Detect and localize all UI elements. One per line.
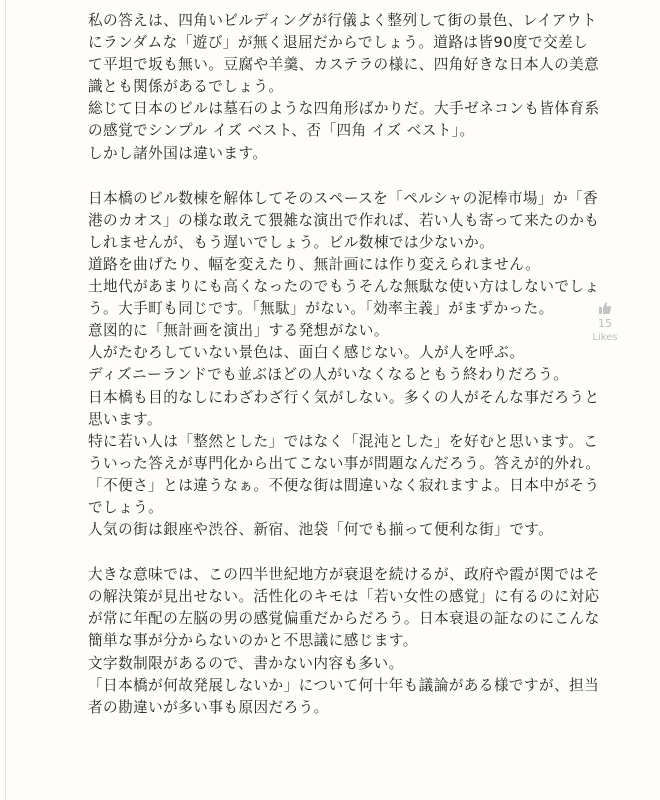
answer-line: 文字数制限があるので、書かない内容も多い。 (88, 654, 404, 672)
answer-line: しれませんが、もう遅いでしょう。ビル数棟では少ないか。 (88, 233, 495, 251)
paragraph-gap (88, 541, 588, 564)
answer-line: の感覚でシンプル イズ ベスト、否「四角 イズ ベスト」。 (88, 122, 475, 140)
answer-line: でしょう。 (88, 498, 164, 516)
answer-paragraph-3 (88, 564, 600, 719)
answer-line: 特に若い人は「整然とした」ではなく「混沌とした」を好むと思います。こ (88, 432, 599, 450)
answer-paragraph-2 (88, 188, 601, 542)
answer-line: 簡単な事が分からないのかと不思議に感じます。 (88, 632, 418, 650)
answer-line: しかし諸外国は違います。 (88, 144, 268, 162)
answer-line: 人気の街は銀座や渋谷、新宿、池袋「何でも揃って便利な街」です。 (88, 521, 554, 539)
answer-body (88, 10, 601, 719)
like-label: Likes (592, 332, 618, 343)
answer-line: 土地代があまりにも高くなったのでもうそんな無駄な使い方はしないでしょ (88, 278, 600, 296)
answer-line: 港のカオス」の様な敢えて猥雑な演出で作れば、若い人も寄って来たのかも (88, 211, 600, 229)
answer-line: 「不便さ」とは違うなぁ。不便な街は間違いなく寂れますよ。日本中がそう (88, 476, 600, 494)
answer-paragraph-1 (88, 10, 600, 165)
answer-line: 総じて日本のビルは墓石のような四角形ばかりだ。大手ゼネコンも皆体育系 (88, 100, 600, 118)
answer-line: にランダムな「遊び」が無く退屈だからでしょう。道路は皆90度で交差し (88, 34, 589, 52)
answer-line: 大きな意味では、この四半世紀地方が衰退を続けるが、政府や霞が関ではそ (88, 566, 600, 584)
answer-line: 日本橋も目的なしにわざわざ行く気がしない。多くの人がそんな事だろうと (88, 388, 600, 406)
answer-line: が常に年配の左脳の男の感覚偏重だからだろう。日本衰退の証なのにこんな (88, 610, 600, 628)
answer-line: 道路を曲げたり、幅を変えたり、無計画には作り変えられません。 (88, 255, 541, 273)
answer-line: 識とも関係があるでしょう。 (88, 78, 284, 96)
answer-line: 思います。 (88, 410, 163, 428)
like-count: 15 (598, 317, 612, 330)
left-border-rule (5, 0, 6, 800)
paragraph-gap (88, 165, 588, 188)
answer-line: 「日本橋が何故発展しないか」について何十年も議論がある様ですが、担当 (88, 676, 600, 694)
answer-line: ディズニーランドでも並ぶほどの人がいなくなるともう終わりだろう。 (88, 366, 569, 384)
answer-line: う。大手町も同じです。「無駄」がない。「効率主義」がまずかった。 (88, 300, 554, 318)
answer-line: 人がたむろしていない景色は、面白く感じない。人が人を呼ぶ。 (88, 344, 525, 362)
answer-line: 意図的に「無計画を演出」する発想がない。 (88, 322, 389, 340)
answer-line: の解決策が見出せない。活性化のキモは「若い女性の感覚」に有るのに対応 (88, 588, 600, 606)
answer-line: 日本橋のビル数棟を解体してそのスペースを「ペルシャの泥棒市場」か「香 (88, 189, 599, 207)
thumbs-up-icon[interactable] (598, 301, 612, 315)
answer-line: 私の答えは、四角いビルディングが行儀よく整列して街の景色、レイアウト (88, 12, 597, 29)
answer-line: 者の勘違いが多い事も原因だろう。 (88, 698, 329, 716)
answer-line: ういった答えが専門化から出てこない事が問題なんだろう。答えが的外れ。 (88, 454, 601, 472)
like-widget[interactable] (588, 301, 622, 344)
answer-line: て平坦で坂も無い。豆腐や羊羹、カステラの様に、四角好きな日本人の美意 (88, 56, 600, 74)
